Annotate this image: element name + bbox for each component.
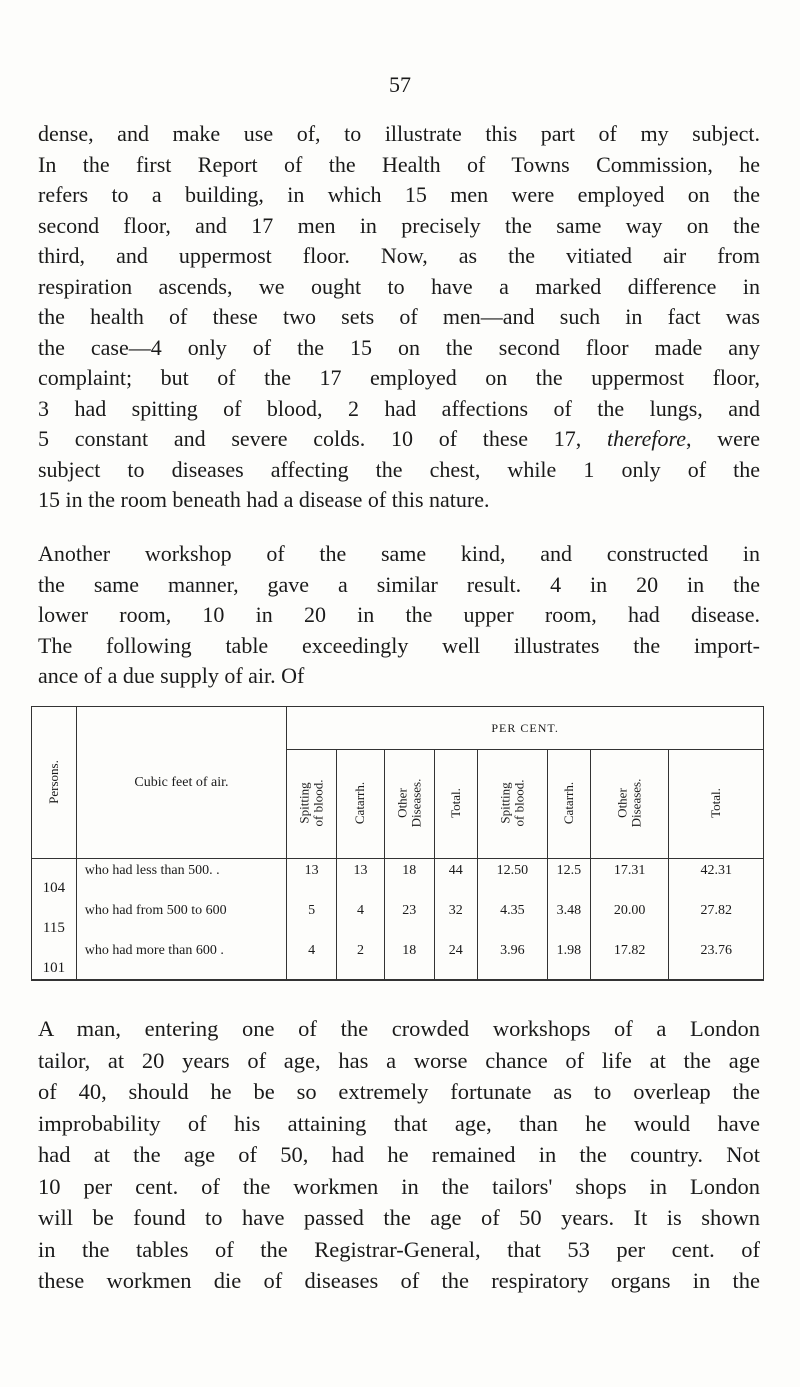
text-line: respiration ascends, we ought to have a marked difference in bbox=[38, 273, 760, 299]
cubic-feet-header: Cubic feet of air. bbox=[76, 707, 287, 859]
persons-cell: 115 bbox=[32, 899, 77, 939]
value-cell: 1.98 bbox=[547, 939, 590, 980]
value-cell: 27.82 bbox=[669, 899, 764, 939]
value-cell: 24 bbox=[434, 939, 477, 980]
col-header: Spitting of blood. bbox=[287, 750, 337, 859]
persons-header: Persons. bbox=[32, 707, 77, 859]
value-cell: 44 bbox=[434, 859, 477, 900]
text-line: third, and uppermost floor. Now, as the vitiated air from bbox=[38, 243, 760, 268]
text-line: these workmen die of diseases of the respiratory organs in the bbox=[38, 1268, 760, 1293]
value-cell: 17.31 bbox=[590, 859, 668, 900]
value-cell: 5 bbox=[287, 899, 337, 939]
text-line: improbability of his attaining that age, than he would have bbox=[38, 1110, 760, 1136]
text-line: lower room, 10 in 20 in the upper room, had disease. bbox=[38, 602, 760, 627]
text-line: Another workshop of the same kind, and constructed in bbox=[38, 541, 760, 566]
cubic-cell: who had more than 600 . bbox=[76, 939, 287, 980]
table-row bbox=[32, 939, 764, 980]
col-header: Spitting of blood. bbox=[477, 750, 547, 859]
text-line: subject to diseases affecting the chest, while 1 only of the bbox=[38, 456, 760, 482]
text-line: the health of these two sets of men—and such in fact was bbox=[38, 304, 760, 329]
text-line: The following table exceedingly well illustrates the import- bbox=[38, 632, 760, 658]
text-line: dense, and make use of, to illustrate this part of my subject. bbox=[38, 121, 760, 146]
text-line: complaint; but of the 17 employed on the uppermost floor, bbox=[38, 365, 760, 390]
col-header: Other Diseases. bbox=[384, 750, 434, 859]
value-cell: 12.50 bbox=[477, 859, 547, 900]
text-line: tailor, at 20 years of age, has a worse chance of life at the age bbox=[38, 1047, 760, 1073]
text-line: will be found to have passed the age of 50 years. It is shown bbox=[38, 1205, 760, 1230]
page-number: 57 bbox=[389, 72, 411, 97]
table-row bbox=[32, 899, 764, 939]
value-cell: 2 bbox=[337, 939, 385, 980]
col-header: Total. bbox=[669, 750, 764, 859]
value-cell: 13 bbox=[287, 859, 337, 900]
col-header: Total. bbox=[434, 750, 477, 859]
text-line: 3 had spitting of blood, 2 had affections of the lungs, and bbox=[38, 395, 760, 421]
value-cell: 4 bbox=[337, 899, 385, 939]
paragraph-tailors bbox=[38, 1013, 760, 1297]
italic-therefore: therefore bbox=[606, 426, 686, 451]
text-line: refers to a building, in which 15 men were employed on the bbox=[38, 182, 760, 207]
persons-cell: 101 bbox=[32, 939, 77, 980]
value-cell: 18 bbox=[384, 859, 434, 900]
value-cell: 17.82 bbox=[590, 939, 668, 980]
value-cell: 12.5 bbox=[547, 859, 590, 900]
persons-cell: 104 bbox=[32, 859, 77, 900]
value-cell: 4 bbox=[287, 939, 337, 980]
value-cell: 3.48 bbox=[547, 899, 590, 939]
per-cent-header: PER CENT. bbox=[287, 707, 764, 750]
value-cell: 18 bbox=[384, 939, 434, 980]
col-header: Other Diseases. bbox=[590, 750, 668, 859]
text-line: A man, entering one of the crowded workshops of a London bbox=[38, 1016, 760, 1041]
value-cell: 3.96 bbox=[477, 939, 547, 980]
text-line: 15 in the room beneath had a disease of this nature. bbox=[38, 487, 490, 512]
text-line bbox=[38, 424, 760, 455]
text-line: the same manner, gave a similar result. 4 in 20 in the bbox=[38, 571, 760, 597]
text-line: ance of a due supply of air. Of bbox=[38, 663, 305, 688]
col-header: Catarrh. bbox=[547, 750, 590, 859]
text-line: had at the age of 50, had he remained in the country. Not bbox=[38, 1142, 760, 1167]
value-cell: 23 bbox=[384, 899, 434, 939]
air-supply-table bbox=[31, 706, 764, 981]
value-cell: 42.31 bbox=[669, 859, 764, 900]
col-header: Catarrh. bbox=[337, 750, 385, 859]
paragraph-building-health bbox=[38, 119, 760, 516]
text-line: 10 per cent. of the workmen in the tailors' shops in London bbox=[38, 1173, 760, 1199]
text-line: in the tables of the Registrar-General, that 53 per cent. of bbox=[38, 1236, 760, 1262]
table-row bbox=[32, 859, 764, 900]
value-cell: 32 bbox=[434, 899, 477, 939]
text-line: second floor, and 17 men in precisely the same way on the bbox=[38, 212, 760, 238]
cubic-cell: who had less than 500. . bbox=[76, 859, 287, 900]
value-cell: 4.35 bbox=[477, 899, 547, 939]
value-cell: 20.00 bbox=[590, 899, 668, 939]
cubic-cell: who had from 500 to 600 bbox=[76, 899, 287, 939]
text-fragment: 5 constant and severe colds. 10 of these 17, bbox=[38, 426, 607, 451]
text-line: of 40, should he be so extremely fortunate as to overleap the bbox=[38, 1079, 760, 1104]
text-line: In the first Report of the Health of Towns Commission, he bbox=[38, 151, 760, 177]
text-fragment: , were bbox=[686, 426, 760, 451]
text-line: the case—4 only of the 15 on the second floor made any bbox=[38, 334, 760, 360]
value-cell: 23.76 bbox=[669, 939, 764, 980]
value-cell: 13 bbox=[337, 859, 385, 900]
paragraph-second-workshop bbox=[38, 539, 760, 692]
